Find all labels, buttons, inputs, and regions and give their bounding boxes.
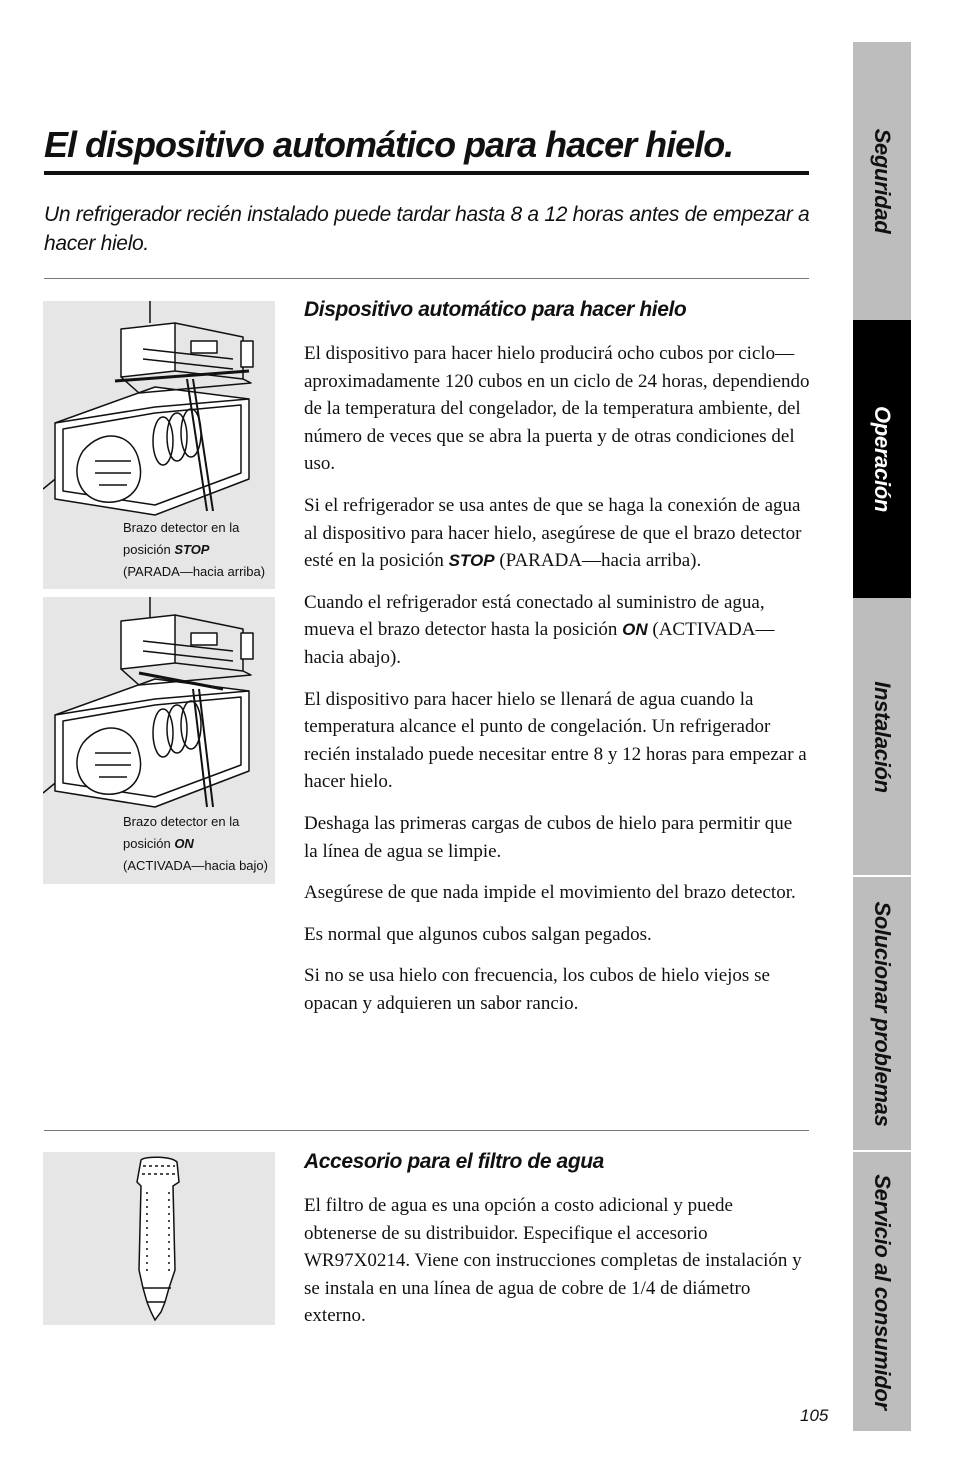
tab-servicio-al-consumidor[interactable]: Servicio al consumidor xyxy=(870,1173,895,1410)
icemaker-stop-figure xyxy=(43,301,275,589)
page-number: 105 xyxy=(800,1406,829,1425)
icemaker-paragraph: El dispositivo para hacer hielo se llenará de agua cuando la temperatura alcance el punto de congelación. Un refrigerador recién instalado puede necesitar entre 8 y 12 horas para empezar a hacer hielo. xyxy=(304,688,807,793)
stop-caption: Brazo detector en la posición STOP (PARADA—hacia arriba) xyxy=(123,520,266,579)
stop-keyword: STOP xyxy=(174,542,210,557)
section-divider xyxy=(44,1130,809,1131)
tab-instalacion[interactable]: Instalación xyxy=(870,681,895,793)
page-title: El dispositivo automático para hacer hielo. xyxy=(44,124,734,165)
filter-heading: Accesorio para el filtro de agua xyxy=(304,1150,604,1173)
stop-keyword: STOP xyxy=(448,551,495,571)
icemaker-on-figure xyxy=(43,597,275,884)
icemaker-paragraph: Deshaga las primeras cargas de cubos de hielo para permitir que la línea de agua se limpie. xyxy=(304,812,793,862)
tab-seguridad[interactable]: Seguridad xyxy=(870,128,895,234)
intro-text: Un refrigerador recién instalado puede tardar hasta 8 a 12 horas antes de empezar a hacer hielo. xyxy=(44,203,810,255)
section-divider xyxy=(44,278,809,279)
filter-paragraph: El filtro de agua es una opción a costo adicional y puede obtenerse de su distribuidor. Especifique el accesorio WR97X0214. Viene con instrucciones completas de instalación y se instala en una línea de agua de cobre de 1/4 de diámetro externo. xyxy=(304,1195,802,1327)
water-filter-illustration xyxy=(43,1152,275,1325)
icemaker-section xyxy=(304,296,810,1031)
icemaker-paragraph: Si el refrigerador se usa antes de que se haga la conexión de agua al dispositivo para hacer hielo, asegúrese de que el brazo detector esté en la posición STOP (PARADA—hacia arriba). xyxy=(304,494,802,572)
icemaker-paragraph: Asegúrese de que nada impide el movimiento del brazo detector. xyxy=(304,882,796,904)
icemaker-paragraph: El dispositivo para hacer hielo producirá ocho cubos por ciclo—aproximadamente 120 cubos en un ciclo de 24 horas, dependiendo de la temperatura del congelador, de la temperatura ambiente, del número de veces que se abra la puerta y de otras condiciones del uso. xyxy=(304,343,810,475)
icemaker-heading: Dispositivo automático para hacer hielo xyxy=(304,298,687,321)
icemaker-paragraph: Es normal que algunos cubos salgan pegados. xyxy=(304,923,652,945)
filter-section xyxy=(304,1148,810,1344)
section-tabs xyxy=(853,42,911,1431)
tab-solucionar-problemas[interactable]: Solucionar problemas xyxy=(870,900,895,1127)
tab-operacion[interactable]: Operación xyxy=(853,320,911,598)
on-caption: Brazo detector en la posición ON (ACTIVADA—hacia bajo) xyxy=(123,814,268,873)
title-rule xyxy=(44,171,809,175)
water-filter-figure xyxy=(43,1152,275,1325)
on-keyword: ON xyxy=(174,836,194,851)
on-keyword: ON xyxy=(622,620,648,640)
icemaker-paragraph: Cuando el refrigerador está conectado al suministro de agua, mueva el brazo detector hasta la posición ON (ACTIVADA—hacia abajo). xyxy=(304,591,775,668)
icemaker-paragraph: Si no se usa hielo con frecuencia, los cubos de hielo viejos se opacan y adquieren un sabor rancio. xyxy=(304,965,770,1014)
